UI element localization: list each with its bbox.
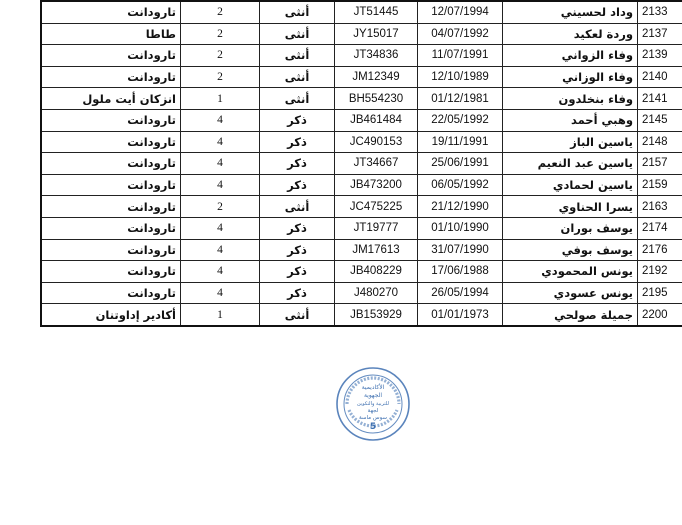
cell-number: 4 xyxy=(181,239,260,261)
cell-number: 4 xyxy=(181,217,260,239)
table-row xyxy=(41,196,682,218)
cell-gender: ذكر xyxy=(260,239,335,261)
cell-birthdate: 12/07/1994 xyxy=(418,1,503,23)
cell-code: 2176 xyxy=(638,239,682,261)
cell-code: 2148 xyxy=(638,131,682,153)
cell-number: 4 xyxy=(181,109,260,131)
cell-birthdate: 21/12/1990 xyxy=(418,196,503,218)
cell-name: وفاء بنخلدون xyxy=(503,88,638,110)
cell-id: BH554230 xyxy=(335,88,418,110)
cell-code: 2157 xyxy=(638,153,682,175)
cell-city: تارودانت xyxy=(41,1,181,23)
stamp-line-2: الجهوية xyxy=(363,392,383,399)
cell-city: تارودانت xyxy=(41,239,181,261)
table-row xyxy=(41,109,682,131)
cell-code: 2195 xyxy=(638,282,682,304)
cell-name: وفاء الوزاني xyxy=(503,66,638,88)
table-row xyxy=(41,217,682,239)
cell-id: JT34836 xyxy=(335,45,418,67)
cell-number: 4 xyxy=(181,131,260,153)
cell-number: 2 xyxy=(181,196,260,218)
cell-number: 1 xyxy=(181,304,260,326)
table-row xyxy=(41,131,682,153)
cell-name: يوسف بوفي xyxy=(503,239,638,261)
cell-birthdate: 01/10/1990 xyxy=(418,217,503,239)
table-row xyxy=(41,1,682,23)
candidates-table xyxy=(40,0,682,327)
cell-name: ياسين عبد النعيم xyxy=(503,153,638,175)
cell-gender: أنثى xyxy=(260,196,335,218)
cell-birthdate: 04/07/1992 xyxy=(418,23,503,45)
cell-name: وهبي أحمد xyxy=(503,109,638,131)
cell-birthdate: 26/05/1994 xyxy=(418,282,503,304)
table-row xyxy=(41,88,682,110)
table-row xyxy=(41,174,682,196)
cell-birthdate: 22/05/1992 xyxy=(418,109,503,131)
cell-name: ياسين الباز xyxy=(503,131,638,153)
cell-name: وفاء الزواني xyxy=(503,45,638,67)
cell-city: تارودانت xyxy=(41,282,181,304)
cell-birthdate: 12/10/1989 xyxy=(418,66,503,88)
cell-city: انزكان أيت ملول xyxy=(41,88,181,110)
cell-number: 1 xyxy=(181,88,260,110)
cell-name: وداد لحسيني xyxy=(503,1,638,23)
cell-code: 2140 xyxy=(638,66,682,88)
stamp-number: 5 xyxy=(369,422,377,432)
cell-city: أكادير إداوتنان xyxy=(41,304,181,326)
table-body xyxy=(41,1,682,326)
cell-code: 2133 xyxy=(638,1,682,23)
stamp-seal-icon xyxy=(335,366,411,442)
table-row xyxy=(41,153,682,175)
cell-birthdate: 17/06/1988 xyxy=(418,261,503,283)
cell-city: تارودانت xyxy=(41,66,181,88)
official-stamp xyxy=(335,366,411,442)
cell-id: JM17613 xyxy=(335,239,418,261)
cell-code: 2200 xyxy=(638,304,682,326)
table-row xyxy=(41,23,682,45)
cell-id: JB408229 xyxy=(335,261,418,283)
cell-gender: أنثى xyxy=(260,23,335,45)
cell-id: JM12349 xyxy=(335,66,418,88)
cell-id: JT34667 xyxy=(335,153,418,175)
cell-number: 4 xyxy=(181,153,260,175)
cell-gender: أنثى xyxy=(260,45,335,67)
cell-id: JC490153 xyxy=(335,131,418,153)
cell-city: تارودانت xyxy=(41,174,181,196)
cell-id: JT19777 xyxy=(335,217,418,239)
table-row xyxy=(41,239,682,261)
cell-gender: ذكر xyxy=(260,282,335,304)
cell-id: JB473200 xyxy=(335,174,418,196)
cell-id: JT51445 xyxy=(335,1,418,23)
cell-number: 4 xyxy=(181,282,260,304)
candidates-table-wrapper xyxy=(40,0,668,327)
cell-name: وردة لعكيد xyxy=(503,23,638,45)
cell-gender: أنثى xyxy=(260,88,335,110)
table-row xyxy=(41,282,682,304)
cell-number: 2 xyxy=(181,45,260,67)
cell-name: جميلة صولحي xyxy=(503,304,638,326)
cell-id: JC475225 xyxy=(335,196,418,218)
cell-code: 2192 xyxy=(638,261,682,283)
table-row xyxy=(41,261,682,283)
cell-birthdate: 19/11/1991 xyxy=(418,131,503,153)
stamp-line-4: لجهة xyxy=(367,408,379,414)
cell-birthdate: 01/01/1973 xyxy=(418,304,503,326)
cell-city: تارودانت xyxy=(41,45,181,67)
cell-id: JB153929 xyxy=(335,304,418,326)
cell-city: تارودانت xyxy=(41,131,181,153)
cell-gender: أنثى xyxy=(260,1,335,23)
cell-name: يونس المحمودي xyxy=(503,261,638,283)
cell-name: يوسف بوران xyxy=(503,217,638,239)
cell-gender: ذكر xyxy=(260,153,335,175)
cell-gender: ذكر xyxy=(260,174,335,196)
stamp-line-3: للتربية والتكوين xyxy=(357,401,389,407)
cell-code: 2141 xyxy=(638,88,682,110)
cell-code: 2145 xyxy=(638,109,682,131)
cell-gender: ذكر xyxy=(260,261,335,283)
cell-birthdate: 31/07/1990 xyxy=(418,239,503,261)
cell-number: 2 xyxy=(181,66,260,88)
cell-birthdate: 01/12/1981 xyxy=(418,88,503,110)
cell-code: 2139 xyxy=(638,45,682,67)
cell-name: يسرا الحناوي xyxy=(503,196,638,218)
cell-id: JY15017 xyxy=(335,23,418,45)
cell-city: تارودانت xyxy=(41,217,181,239)
cell-birthdate: 11/07/1991 xyxy=(418,45,503,67)
cell-number: 2 xyxy=(181,1,260,23)
cell-city: تارودانت xyxy=(41,153,181,175)
cell-gender: أنثى xyxy=(260,66,335,88)
cell-city: تارودانت xyxy=(41,109,181,131)
cell-city: تارودانت xyxy=(41,196,181,218)
cell-city: طاطا xyxy=(41,23,181,45)
cell-gender: ذكر xyxy=(260,217,335,239)
cell-name: ياسين لحمادي xyxy=(503,174,638,196)
cell-code: 2137 xyxy=(638,23,682,45)
cell-gender: أنثى xyxy=(260,304,335,326)
cell-number: 4 xyxy=(181,261,260,283)
cell-city: تارودانت xyxy=(41,261,181,283)
stamp-line-5: سوس ماسة xyxy=(358,415,388,421)
cell-code: 2174 xyxy=(638,217,682,239)
table-row xyxy=(41,66,682,88)
table-row xyxy=(41,45,682,67)
cell-code: 2163 xyxy=(638,196,682,218)
cell-gender: ذكر xyxy=(260,109,335,131)
cell-id: JB461484 xyxy=(335,109,418,131)
table-row xyxy=(41,304,682,326)
cell-birthdate: 06/05/1992 xyxy=(418,174,503,196)
cell-code: 2159 xyxy=(638,174,682,196)
cell-number: 2 xyxy=(181,23,260,45)
cell-id: J480270 xyxy=(335,282,418,304)
cell-name: يونس عسودي xyxy=(503,282,638,304)
stamp-line-1: الأكاديمية xyxy=(361,384,385,391)
cell-gender: ذكر xyxy=(260,131,335,153)
cell-birthdate: 25/06/1991 xyxy=(418,153,503,175)
cell-number: 4 xyxy=(181,174,260,196)
